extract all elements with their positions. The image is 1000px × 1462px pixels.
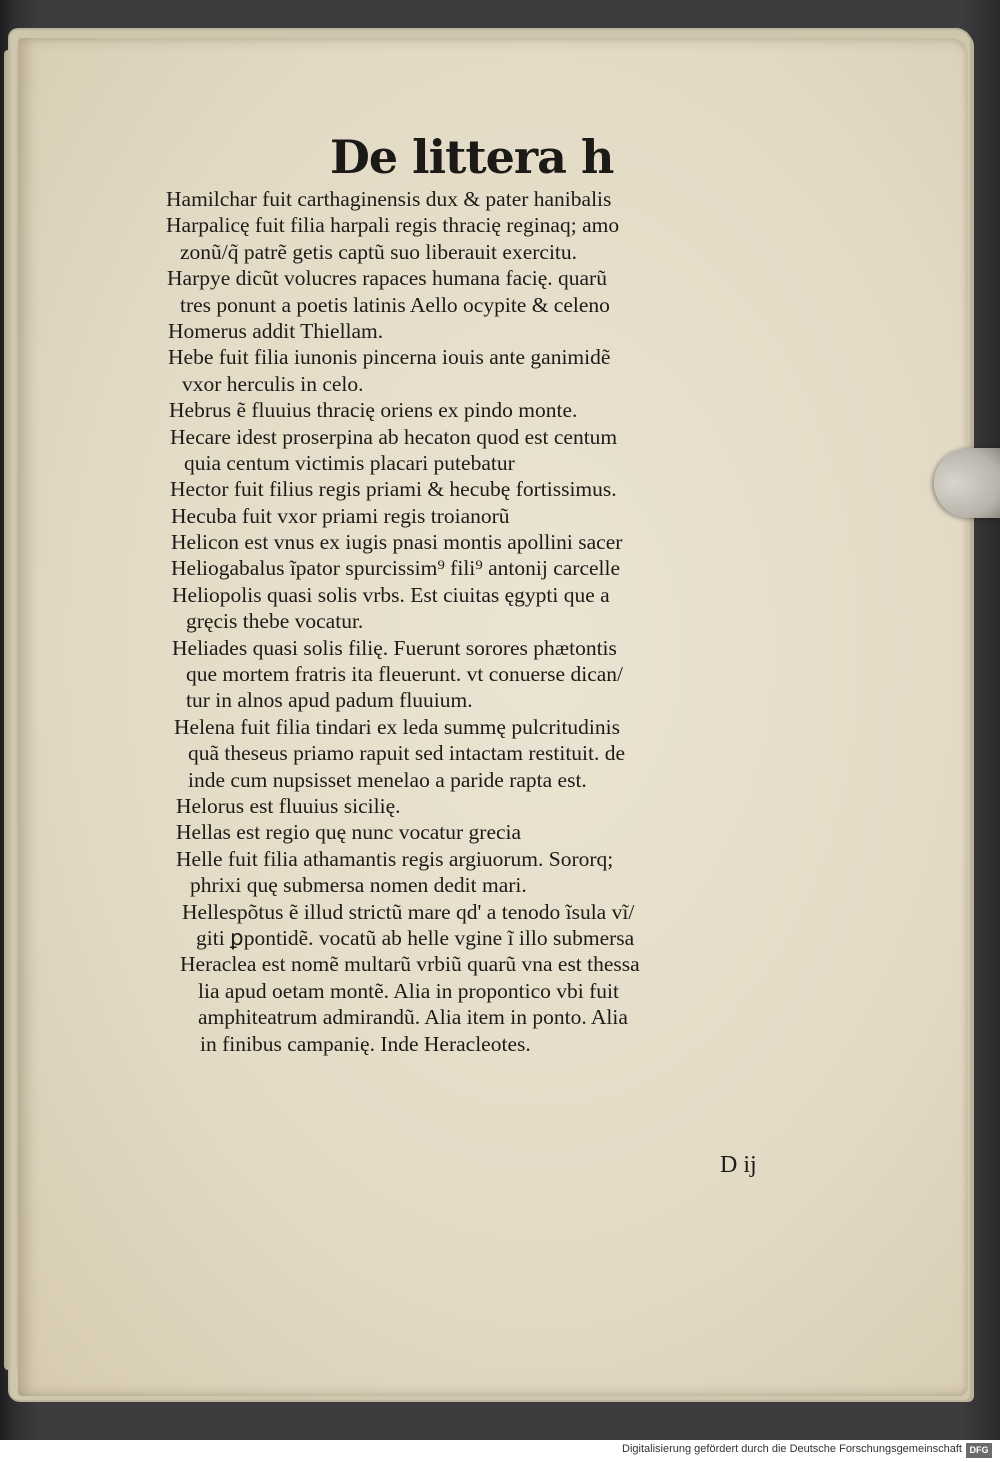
text-line: lia apud oetam montẽ. Alia in propontico vbi fuit [198, 978, 619, 1003]
text-line: zonũ/q̃ patrẽ getis captũ suo liberauit exercitu. [180, 239, 578, 264]
text-line: phrixi quę submersa nomen dedit mari. [190, 873, 527, 898]
text-line: Hector fuit filius regis priami & hecubę fortissimus. [170, 477, 617, 502]
text-line: tur in alnos apud padum fluuium. [186, 688, 473, 713]
text-line: Hecuba fuit vxor priami regis troianorũ [171, 503, 510, 528]
text-line: Hebrus ẽ fluuius thracię oriens ex pindo monte. [169, 398, 578, 423]
text-line: Helle fuit filia athamantis regis argiuorum. Sororq; [176, 846, 614, 871]
text-line: vxor herculis in celo. [182, 371, 364, 396]
signature-mark: D ij [720, 1152, 757, 1178]
text-line: Helicon est vnus ex iugis pnasi montis apollini sacer [171, 530, 623, 555]
text-line: quia centum victimis placari putebatur [184, 450, 515, 475]
entry-text-block [166, 186, 786, 1057]
text-line: Helena fuit filia tindari ex leda summę pulcritudinis [174, 714, 620, 739]
text-line: gręcis thebe vocatur. [186, 609, 364, 634]
text-line: Hebe fuit filia iunonis pincerna iouis ante ganimidẽ [168, 345, 611, 370]
text-line: Hecare idest proserpina ab hecaton quod est centum [170, 424, 618, 449]
text-line: tres ponunt a poetis latinis Aello ocypite & celeno [180, 292, 610, 317]
text-line: Hamilchar fuit carthaginensis dux & pater hanibalis [166, 187, 612, 211]
text-line: que mortem fratris ita fleuerunt. vt conuerse dican/ [186, 662, 624, 687]
text-line: Heliopolis quasi solis vrbs. Est ciuitas ęgypti que a [172, 582, 610, 607]
text-line: Hellespõtus ẽ illud strictũ mare qd' a tenodo ĩsula vĩ/ [182, 899, 635, 924]
text-line: Heliades quasi solis filię. Fuerunt sorores phætontis [172, 635, 617, 660]
text-line: Harpye dicũt volucres rapaces humana facię. quarũ [167, 266, 607, 291]
text-line: Harpalicę fuit filia harpali regis thracię reginaq; amo [166, 213, 620, 238]
text-line: Heraclea est nomẽ multarũ vrbiũ quarũ vna est thessa [180, 952, 640, 977]
text-line: amphiteatrum admirandũ. Alia item in ponto. Alia [198, 1005, 628, 1030]
text-line: giti ꝑpontidẽ. vocatũ ab helle vgine ĩ illo submersa [196, 925, 635, 950]
footer-credit: Digitalisierung gefördert durch die Deutsche Forschungsgemeinschaft [622, 1443, 962, 1455]
text-line: Hellas est regio quę nunc vocatur grecia [176, 820, 522, 845]
text-line: in finibus campanię. Inde Heracleotes. [200, 1031, 531, 1056]
page-heading: De littera h [330, 130, 614, 184]
text-line: Helorus est fluuius sicilię. [176, 793, 401, 818]
page-clip-tab [934, 448, 1000, 518]
text-line: inde cum nupsisset menelao a paride rapta est. [188, 767, 587, 792]
text-line: Heliogabalus ĩpator spurcissim⁹ fili⁹ antonij carcelle [171, 556, 621, 581]
dfg-logo: DFG [966, 1443, 992, 1458]
text-line: Homerus addit Thiellam. [168, 318, 384, 343]
text-line: quã theseus priamo rapuit sed intactam restituit. de [188, 741, 626, 766]
